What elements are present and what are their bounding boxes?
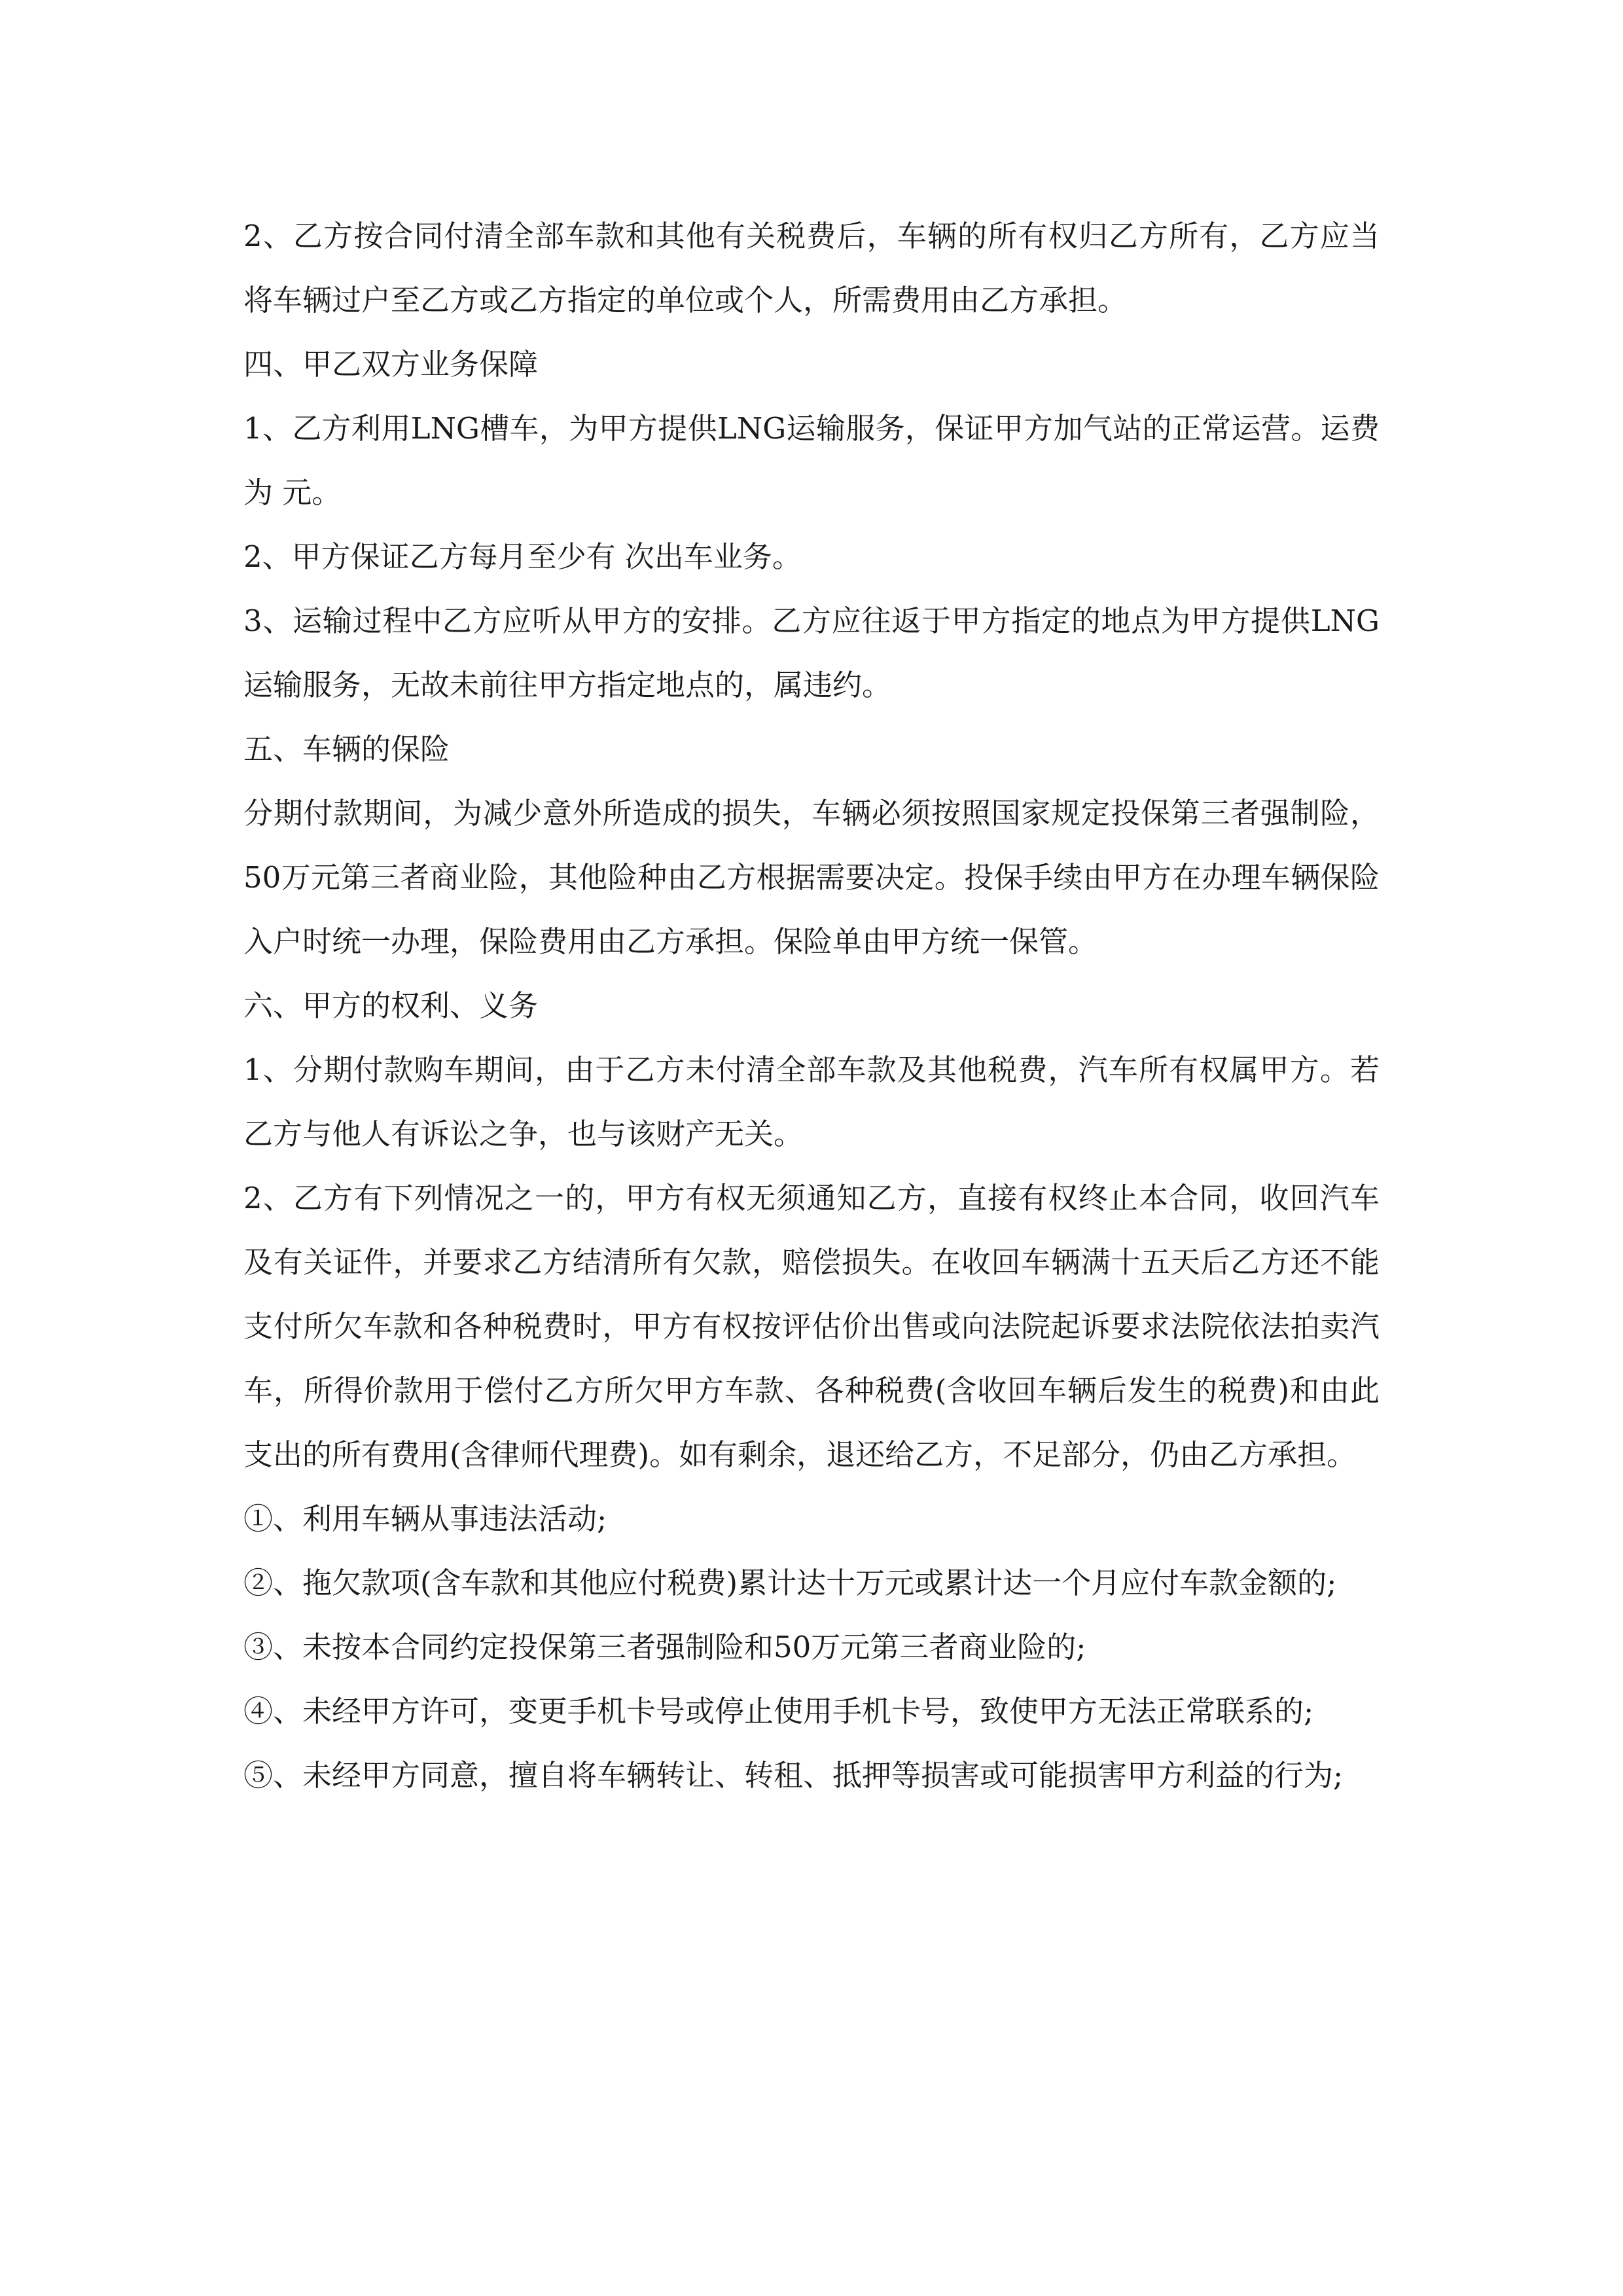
list-item-illegal-activity: ①、利用车辆从事违法活动; — [243, 1501, 607, 1536]
paragraph-ownership-transfer: 2、乙方按合同付清全部车款和其他有关税费后，车辆的所有权归乙方所有，乙方应当将车辆过户至乙方或乙方指定的单位或个人，所需费用由乙方承担。 — [243, 219, 1380, 317]
section-heading-vehicle-insurance: 五、车辆的保险 — [243, 732, 450, 766]
paragraph-ownership-during-installment: 1、分期付款购车期间，由于乙方未付清全部车款及其他税费，汽车所有权属甲方。若乙方与他人有诉讼之争，也与该财产无关。 — [243, 1052, 1380, 1151]
section-heading-party-a-rights: 六、甲方的权利、义务 — [243, 988, 539, 1023]
section-heading-business-guarantee: 四、甲乙双方业务保障 — [243, 347, 539, 382]
list-item-payment-arrears: ②、拖欠款项(含车款和其他应付税费)累计达十万元或累计达一个月应付车款金额的; — [243, 1566, 1337, 1600]
list-item-phone-number-change: ④、未经甲方许可，变更手机卡号或停止使用手机卡号，致使甲方无法正常联系的; — [243, 1694, 1314, 1729]
list-item-unauthorized-transfer: ⑤、未经甲方同意，擅自将车辆转让、转租、抵押等损害或可能损害甲方利益的行为; — [243, 1758, 1344, 1793]
paragraph-transport-arrangement: 3、运输过程中乙方应听从甲方的安排。乙方应往返于甲方指定的地点为甲方提供LNG运输服务，无故未前往甲方指定地点的，属违约。 — [243, 603, 1380, 702]
list-item-insurance-not-purchased: ③、未按本合同约定投保第三者强制险和50万元第三者商业险的; — [243, 1630, 1086, 1664]
paragraph-termination-conditions: 2、乙方有下列情况之一的，甲方有权无须通知乙方，直接有权终止本合同，收回汽车及有关证件，并要求乙方结清所有欠款，赔偿损失。在收回车辆满十五天后乙方还不能支付所欠车款和各种税费时，甲方有权按评估价出售或向法院起诉要求法院依法拍卖汽车，所得价款用于偿付乙方所欠甲方车款、各种税费(含收回车辆后发生的税费)和由此支出的所有费用(含律师代理费)。如有剩余，退还给乙方，不足部分，仍由乙方承担。 — [243, 1181, 1380, 1472]
paragraph-monthly-trips: 2、甲方保证乙方每月至少有 次出车业务。 — [243, 539, 802, 574]
paragraph-insurance-terms: 分期付款期间，为减少意外所造成的损失，车辆必须按照国家规定投保第三者强制险，50万元第三者商业险，其他险种由乙方根据需要决定。投保手续由甲方在办理车辆保险入户时统一办理，保险费用由乙方承担。保险单由甲方统一保管。 — [243, 796, 1380, 959]
paragraph-lng-transport: 1、乙方利用LNG槽车，为甲方提供LNG运输服务，保证甲方加气站的正常运营。运费为 元。 — [243, 411, 1380, 510]
document-body — [243, 204, 1380, 1808]
